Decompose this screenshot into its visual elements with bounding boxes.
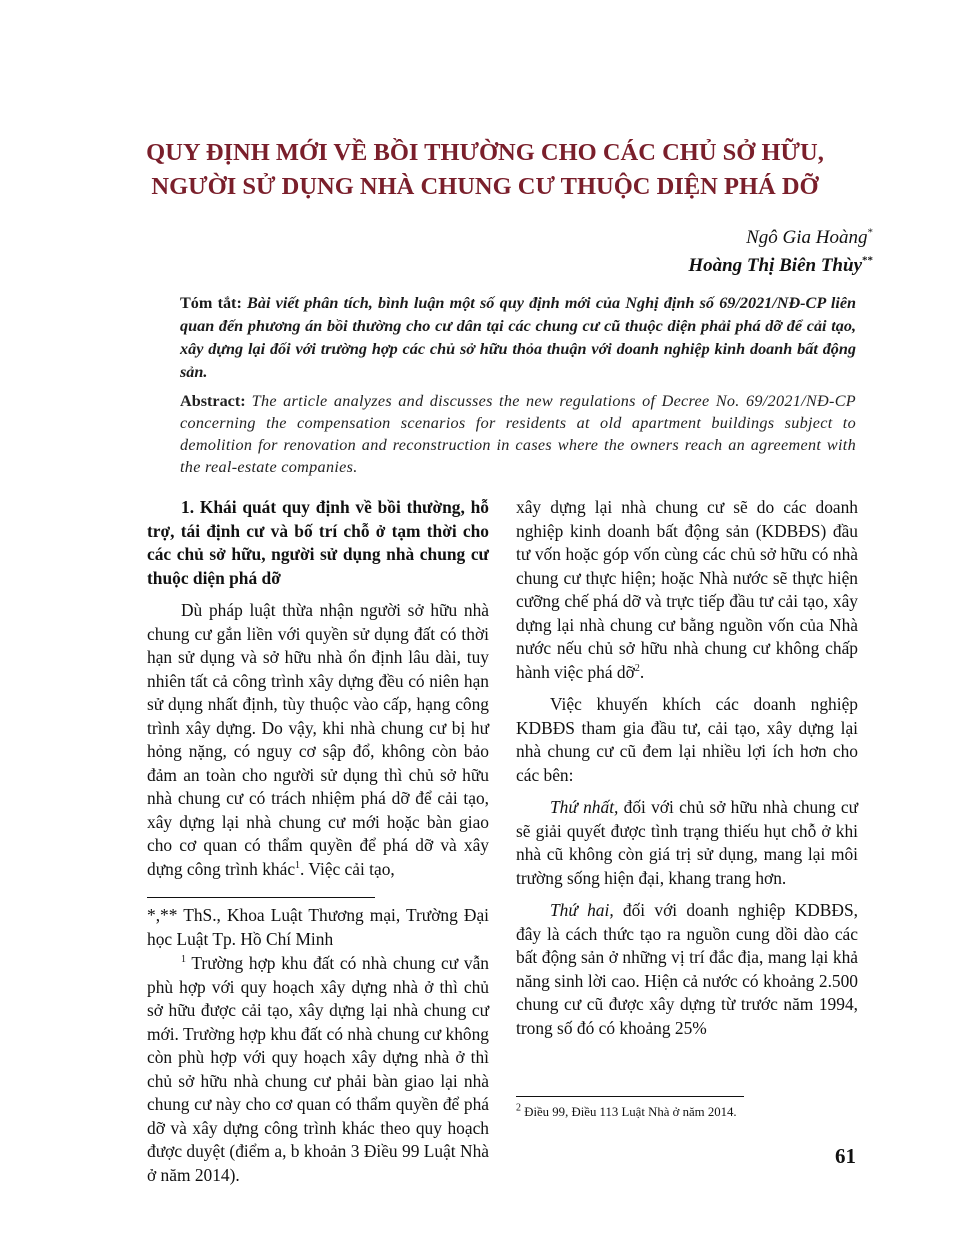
point-lead: Thứ nhất, (550, 797, 619, 817)
body-text-tail: . Việc cải tạo, (300, 858, 395, 879)
body-text: đối với chủ sở hữu nhà chung cư sẽ giải quyết được tình trạng thiếu hụt chỗ ở khi nhà cũ không còn giá trị sử dụng, mang lại môi trường sống hiện đại, khang trang hơn. (516, 797, 858, 888)
point-lead: Thứ hai, (550, 900, 614, 920)
summary-label: Tóm tắt: (180, 294, 242, 312)
body-paragraph (516, 899, 858, 1040)
body-paragraph (516, 796, 858, 890)
footnote-ref-1[interactable]: 1 (295, 859, 301, 871)
body-text: xây dựng lại nhà chung cư sẽ do các doanh nghiệp kinh doanh bất động sản (KDBĐS) đầu tư vốn hoặc góp vốn cùng các chủ sở hữu có nhà chung cư thực hiện; hoặc Nhà nước sẽ thực hiện cưỡng chế phá dỡ và trực tiếp đầu tư cải tạo, xây dựng lại nhà chung cư bằng nguồn vốn của Nhà nước nếu chủ sở hữu nhà chung cư không chấp hành việc phá dỡ (516, 497, 858, 682)
footnote-divider (147, 897, 375, 898)
summary-text: Bài viết phân tích, bình luận một số quy định mới của Nghị định số 69/2021/NĐ-CP liên quan đến phương án bồi thường cho cư dân tại các chung cư cũ thuộc diện phải phá dỡ để cải tạo, xây dựng lại đối với trường hợp các chủ sở hữu thỏa thuận với doanh nghiệp kinh doanh bất động sản. (180, 294, 857, 381)
right-column (516, 496, 858, 1040)
footnote-authors: *,** ThS., Khoa Luật Thương mại, Trường Đại học Luật Tp. Hồ Chí Minh (147, 905, 489, 949)
author-1-name: Ngô Gia Hoàng (746, 227, 868, 248)
left-column (147, 496, 489, 1187)
body-text-tail: . (639, 661, 645, 682)
footnote-2-number: 2 (516, 1102, 521, 1114)
footnote-divider (516, 1096, 744, 1097)
footnote-1-text: Trường hợp khu đất có nhà chung cư vẫn phù hợp với quy hoạch xây dựng nhà ở thì chủ sở hữu được cải tạo, xây dựng lại nhà chung cư mới. Trường hợp khu đất có nhà chung cư không còn phù hợp với quy hoạch xây dựng nhà ở thì chủ sở hữu nhà chung cư phải bàn giao lại nhà chung cư này cho cơ quan có thẩm quyền để phá dỡ và xây dựng công trình khác theo quy hoạch được duyệt (điểm a, b khoản 3 Điều 99 Luật Nhà ở năm 2014). (147, 953, 489, 1185)
footnote-1 (147, 952, 489, 1187)
body-paragraph: Việc khuyến khích các doanh nghiệp KDBĐS tham gia đầu tư, cải tạo, xây dựng lại nhà chung cư cũ đem lại nhiều lợi ích hơn cho các bên: (516, 694, 858, 785)
page-number: 61 (835, 1144, 856, 1168)
footnote-2 (516, 1104, 737, 1121)
footnote-1-number: 1 (181, 954, 186, 966)
body-paragraph (147, 599, 489, 881)
section-heading: 1. Khái quát quy định về bồi thường, hỗ trợ, tái định cư và bố trí chỗ ở tạm thời cho các chủ sở hữu, người sử dụng nhà chung cư thuộc diện phá dỡ (147, 497, 489, 588)
vietnamese-summary (180, 292, 856, 384)
author-2-name: Hoàng Thị Biên Thùy (688, 255, 862, 276)
author-1-mark: * (867, 226, 873, 239)
body-paragraph (516, 496, 858, 684)
footnote-2-text: Điều 99, Điều 113 Luật Nhà ở năm 2014. (524, 1105, 737, 1119)
abstract-text: The article analyzes and discusses the new regulations of Decree No. 69/2021/NĐ-CP concerning the compensation scenarios for residents at old apartment buildings subject to demolition for renovation and reconstruction in cases where the owners reach an agreement with the real-estate companies. (180, 392, 856, 476)
author-2-mark: ** (862, 254, 873, 267)
body-text: đối với doanh nghiệp KDBĐS, đây là cách thức tạo ra nguồn cung dồi dào các bất động sản ở những vị trí đắc địa, mang lại khả năng sinh lời cao. Hiện cả nước có khoảng 2.500 chung cư cũ được xây dựng từ trước năm 1994, trong số đó có khoảng 25% (516, 900, 858, 1038)
body-text: Dù pháp luật thừa nhận người sở hữu nhà chung cư gắn liền với quyền sử dụng đất có thời hạn sử dụng và sở hữu nhà ổn định lâu dài, tuy nhiên tất cả công trình xây dựng đều có niên hạn sử dụng nhất định, tùy thuộc vào cấp, hạng công trình xây dựng. Do vậy, khi nhà chung cư bị hư hỏng nặng, có nguy cơ sập đổ, không còn bảo đảm an toàn cho người sử dụng thì chủ sở hữu nhà chung cư có trách nhiệm phá dỡ để cải tạo, xây dựng lại nhà chung cư mới hoặc bàn giao cho cơ quan có thẩm quyền để phá dỡ và xây dựng công trình khác (147, 600, 489, 879)
footnote-ref-2[interactable]: 2 (634, 662, 640, 674)
title-line-2: NGƯỜI SỬ DỤNG NHÀ CHUNG CƯ THUỘC DIỆN PHÁ DỠ (151, 173, 819, 200)
title-line-1: QUY ĐỊNH MỚI VỀ BỒI THƯỜNG CHO CÁC CHỦ SỞ HỮU, (146, 139, 824, 166)
author-list (688, 224, 873, 280)
author-1 (688, 224, 873, 252)
author-2 (688, 252, 873, 280)
english-abstract (180, 390, 856, 478)
article-title (100, 136, 870, 204)
abstract-label: Abstract: (180, 392, 246, 410)
